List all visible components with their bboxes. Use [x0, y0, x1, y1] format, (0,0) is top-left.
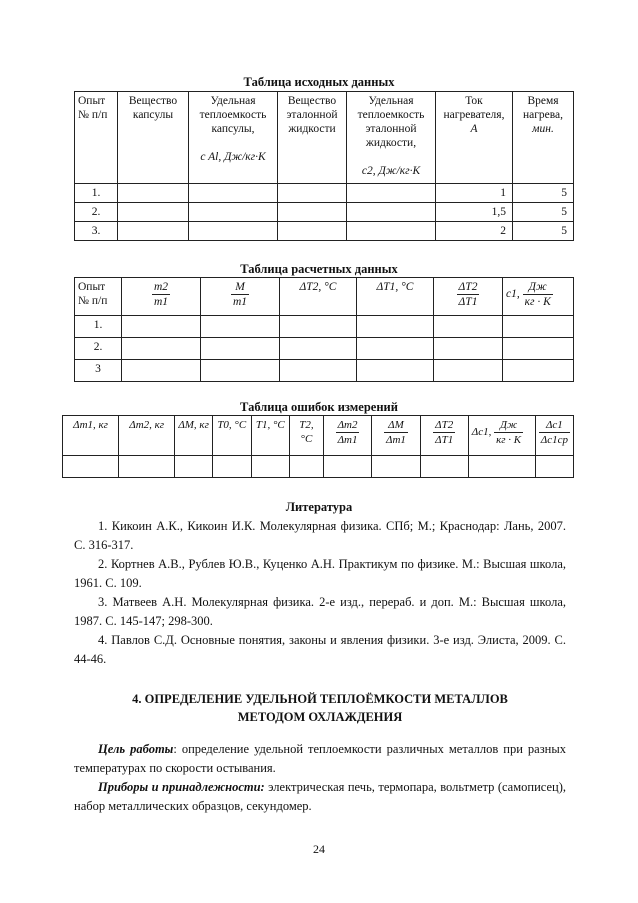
table1-header-n: Опыт № п/п [75, 92, 118, 184]
table2-header-ratio-big-m: $\frac{M}{m1}$ [201, 278, 280, 316]
table-row [75, 316, 574, 338]
table3-caption: Таблица ошибок измерений [240, 400, 398, 414]
table1-header-current [436, 92, 513, 184]
goal-label: Цель работы [98, 742, 174, 756]
table3-header-t1: T1, °C [251, 416, 290, 456]
table-row [75, 360, 574, 382]
table1-cell-n: 2. [75, 203, 118, 222]
measurement-errors-table [62, 415, 574, 478]
table3-header-dm1: Δm1, кг [63, 416, 119, 456]
table1-header-c-liquid-unit: c2, Дж/кг·К [361, 165, 421, 177]
table1-header-liquid: Вещество эталонной жидкости [278, 92, 347, 184]
table-row [63, 456, 574, 478]
table2-caption: Таблица расчетных данных [240, 262, 398, 276]
table1-header-c-capsule-unit: c Al, Дж/кг·К [200, 151, 266, 163]
table1-header-current-unit: А [470, 123, 478, 135]
reference-item: 2. Кортнев А.В., Рублев Ю.В., Куценко А.Н. Практикум по физике. М.: Высшая школа, 1961. С. 109. [74, 557, 566, 590]
table2-cell-n: 1. [75, 316, 122, 338]
table3-header-ratio-dM: $\frac{\Delta M}{\Delta m1}$ [372, 416, 420, 456]
table1-header-c-liquid [347, 92, 436, 184]
table1-cell-n: 3. [75, 222, 118, 241]
table3-header-dm2: Δm2, кг [119, 416, 175, 456]
table-row [75, 338, 574, 360]
table1-header-time-unit: мин. [532, 123, 554, 135]
section-title-line1: 4. ОПРЕДЕЛЕНИЕ УДЕЛЬНОЙ ТЕПЛОЁМКОСТИ МЕТАЛЛОВ [132, 692, 508, 706]
table1-caption: Таблица исходных данных [243, 75, 395, 89]
table2-header-dt2: ΔT2, °C [280, 278, 357, 316]
table1-header-c-liquid-label: Удельная теплоемкость эталонной жидкости, [357, 95, 425, 149]
table1-header-time [513, 92, 574, 184]
table3-header-t0: T0, °C [212, 416, 251, 456]
source-data-table [74, 91, 574, 241]
table1-cell-current: 1,5 [436, 203, 513, 222]
table3-header-ratio-dm: $\frac{\Delta m2}{\Delta m1}$ [323, 416, 371, 456]
equipment-paragraph [74, 778, 566, 816]
goal-text: : определение удельной теплоемкости различных металлов при разных температурах по скорости остывания. [74, 742, 567, 775]
calculated-data-table [74, 277, 574, 382]
table3-header-dM: ΔM, кг [175, 416, 213, 456]
reference-item: 3. Матвеев А.Н. Молекулярная физика. 2-е изд., перераб. и доп. М.: Высшая школа, 1987. С. 145-147; 298-300. [74, 595, 566, 628]
table2-cell-n: 3 [75, 360, 122, 382]
equipment-label: Приборы и принадлежности: [98, 780, 265, 794]
table2-header-row [75, 278, 574, 316]
table1-header-c-capsule [189, 92, 278, 184]
section-title-line2: МЕТОДОМ ОХЛАЖДЕНИЯ [237, 710, 403, 724]
table1-header-c-capsule-label: Удельная теплоемкость капсулы, [199, 95, 267, 135]
table2-header-c1: c1, $\frac{Дж}{кг \cdot К}$ [503, 278, 574, 316]
table1-header-capsule: Вещество капсулы [118, 92, 189, 184]
table3-header-t2: T2, °C [290, 416, 324, 456]
table-row [75, 203, 574, 222]
table3-header-row [63, 416, 574, 456]
reference-item: 4. Павлов С.Д. Основные понятия, законы и явления физики. 3-е изд. Элиста, 2009. С. 44-46. [74, 633, 566, 666]
table3-header-ratio-dc: $\frac{\Delta c1}{\Delta c1ср}$ [535, 416, 573, 456]
table-row [75, 222, 574, 241]
reference-item: 1. Кикоин А.К., Кикоин И.К. Молекулярная физика. СПб; М.; Краснодар: Лань, 2007. С. 316-317. [74, 519, 566, 552]
table-row [75, 184, 574, 203]
page-number: 24 [313, 842, 325, 856]
goal-paragraph [74, 740, 566, 778]
table3-header-ratio-dt: $\frac{\Delta T2}{\Delta T1}$ [420, 416, 468, 456]
equipment-text: электрическая печь, термопара, вольтметр (самописец), набор металлических образцов, секундомер. [74, 780, 566, 813]
table2-header-ratio-m: $\frac{m2}{m1}$ [122, 278, 201, 316]
table1-header-current-label: Ток нагревателя, [443, 95, 505, 121]
literature-title: Литература [285, 500, 353, 514]
table2-cell-n: 2. [75, 338, 122, 360]
table1-header-time-label: Время нагрева, [522, 95, 564, 121]
table2-header-ratio-dt: $\frac{\Delta T2}{\Delta T1}$ [434, 278, 503, 316]
table1-header-row [75, 92, 574, 184]
table1-cell-n: 1. [75, 184, 118, 203]
table1-cell-current: 1 [436, 184, 513, 203]
table1-cell-time: 5 [513, 184, 574, 203]
section-title [74, 690, 566, 726]
table1-cell-time: 5 [513, 203, 574, 222]
table1-cell-time: 5 [513, 222, 574, 241]
table2-header-n: Опыт № п/п [75, 278, 122, 316]
table2-header-dt1: ΔT1, °C [357, 278, 434, 316]
table3-header-dc1: Δc1, $\frac{Дж}{кг \cdot К}$ [468, 416, 535, 456]
table1-cell-current: 2 [436, 222, 513, 241]
